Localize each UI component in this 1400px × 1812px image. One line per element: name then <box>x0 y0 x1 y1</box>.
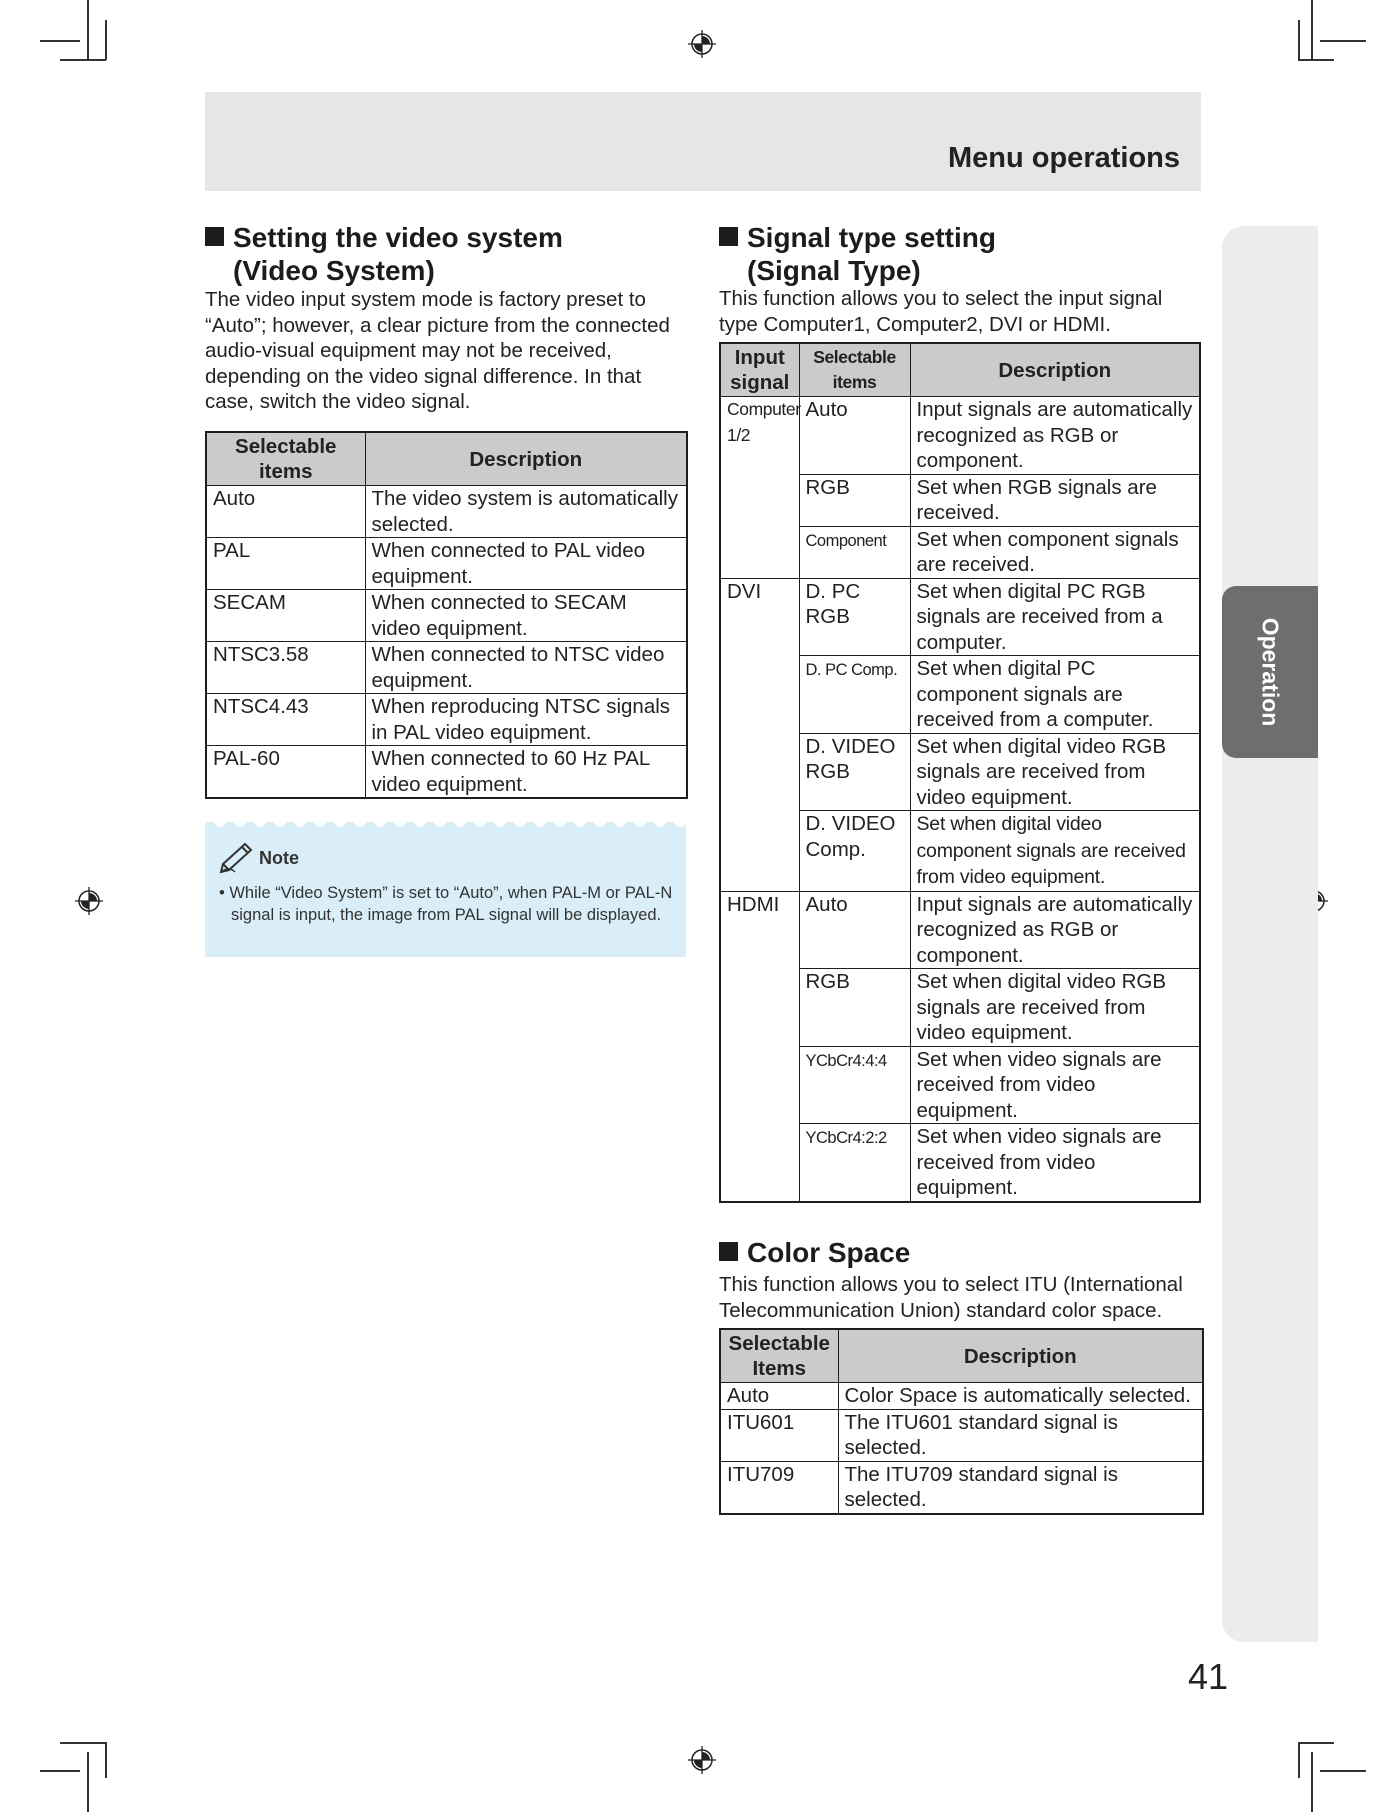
header-band <box>205 92 1201 191</box>
item-cell: RGB <box>799 474 910 526</box>
column-header: Description <box>838 1329 1203 1383</box>
table-row <box>720 1383 1203 1410</box>
description-cell: When reproducing NTSC signals in PAL video equipment. <box>365 694 687 746</box>
crop-mark <box>60 1742 106 1744</box>
page-title: Menu operations <box>947 142 1180 174</box>
column-header: Selectable Items <box>720 1329 838 1383</box>
item-cell: NTSC3.58 <box>206 642 365 694</box>
page-number: 41 <box>1188 1656 1229 1697</box>
description-cell: The video system is automatically selected. <box>365 486 687 538</box>
description-cell: When connected to NTSC video equipment. <box>365 642 687 694</box>
crop-mark <box>1298 59 1334 61</box>
note-text: • While “Video System” is set to “Auto”, when PAL-M or PAL-N signal is input, the image from PAL signal will be displayed. <box>219 884 673 924</box>
square-bullet-icon <box>205 227 224 246</box>
square-bullet-icon <box>719 227 738 246</box>
description-cell: When connected to PAL video equipment. <box>365 538 687 590</box>
signal-type-heading: Signal type setting (Signal Type) <box>719 221 996 287</box>
crop-mark <box>1320 1770 1366 1772</box>
item-cell: PAL <box>206 538 365 590</box>
crop-mark <box>1311 1752 1313 1812</box>
table-row <box>720 891 1200 969</box>
description-cell: Set when RGB signals are received. <box>910 474 1200 526</box>
item-cell: Component <box>799 526 910 578</box>
column-header: Selectable items <box>206 432 365 486</box>
crop-mark <box>60 59 106 61</box>
side-strip <box>1222 226 1318 1642</box>
crop-mark <box>40 40 80 42</box>
description-cell: Set when digital PC component signals are received from a computer. <box>910 656 1200 734</box>
table-row <box>206 642 687 694</box>
crop-mark <box>105 1742 107 1778</box>
item-cell: D. VIDEO RGB <box>799 733 910 811</box>
item-cell: PAL-60 <box>206 746 365 799</box>
registration-mark-icon <box>688 1746 716 1774</box>
table-row <box>720 1409 1203 1461</box>
item-cell: YCbCr4:2:2 <box>799 1124 910 1202</box>
square-bullet-icon <box>719 1242 738 1261</box>
item-cell: ITU709 <box>720 1461 838 1514</box>
item-cell: Auto <box>799 397 910 475</box>
signal-type-table <box>719 342 1201 1203</box>
table-row <box>720 578 1200 656</box>
description-cell: When connected to SECAM video equipment. <box>365 590 687 642</box>
color-space-intro: This function allows you to select ITU (International Telecommunication Union) standard color space. <box>719 1273 1183 1322</box>
input-signal-cell: HDMI <box>720 891 799 1202</box>
description-cell: Input signals are automatically recognized as RGB or component. <box>910 397 1200 475</box>
description-cell: Set when video signals are received from video equipment. <box>910 1124 1200 1202</box>
pencil-icon <box>219 842 257 874</box>
description-cell: The ITU709 standard signal is selected. <box>838 1461 1203 1514</box>
item-cell: D. VIDEO Comp. <box>799 811 910 892</box>
item-cell: RGB <box>799 969 910 1047</box>
table-header-row <box>206 432 687 486</box>
column-header: Description <box>365 432 687 486</box>
item-cell: D. PC RGB <box>799 578 910 656</box>
video-system-intro: The video input system mode is factory preset to “Auto”; however, a clear picture from the connected audio-visual equipment may not be received, depending on the video signal difference. In that case, switch the video signal. <box>205 288 670 413</box>
description-cell: Set when video signals are received from video equipment. <box>910 1046 1200 1124</box>
description-cell: Set when digital video RGB signals are received from video equipment. <box>910 969 1200 1047</box>
table-header-row <box>720 1329 1203 1383</box>
item-cell: Auto <box>799 891 910 969</box>
column-header: Description <box>910 343 1200 397</box>
table-row <box>206 746 687 799</box>
crop-mark <box>40 1770 80 1772</box>
table-header-row <box>720 343 1200 397</box>
description-cell: Input signals are automatically recognized as RGB or component. <box>910 891 1200 969</box>
color-space-table <box>719 1328 1204 1515</box>
description-cell: When connected to 60 Hz PAL video equipment. <box>365 746 687 799</box>
registration-mark-icon <box>75 887 103 915</box>
item-cell: Auto <box>720 1383 838 1410</box>
crop-mark <box>1320 40 1366 42</box>
input-signal-cell: Computer 1/2 <box>720 397 799 579</box>
table-row <box>206 694 687 746</box>
crop-mark <box>87 1752 89 1812</box>
video-system-table <box>205 431 688 799</box>
crop-mark <box>1298 20 1300 60</box>
crop-mark <box>1298 1742 1300 1778</box>
table-row <box>206 538 687 590</box>
table-row <box>206 486 687 538</box>
description-cell: Set when component signals are received. <box>910 526 1200 578</box>
signal-type-intro: This function allows you to select the input signal type Computer1, Computer2, DVI or HDMI. <box>719 287 1163 336</box>
color-space-heading: Color Space <box>719 1236 910 1269</box>
note-box <box>205 822 686 957</box>
note-heading: Note <box>219 842 299 874</box>
crop-mark <box>1298 1742 1334 1744</box>
description-cell: Set when digital video RGB signals are received from video equipment. <box>910 733 1200 811</box>
description-cell: Color Space is automatically selected. <box>838 1383 1203 1410</box>
crop-mark <box>105 20 107 60</box>
item-cell: YCbCr4:4:4 <box>799 1046 910 1124</box>
item-cell: NTSC4.43 <box>206 694 365 746</box>
section-tab-operation <box>1222 586 1318 758</box>
note-wave-border <box>205 818 686 830</box>
crop-mark <box>87 0 89 60</box>
video-system-heading: Setting the video system (Video System) <box>205 221 563 287</box>
section-tab-label: Operation <box>1257 617 1284 727</box>
input-signal-cell: DVI <box>720 578 799 891</box>
table-row <box>206 590 687 642</box>
description-cell: The ITU601 standard signal is selected. <box>838 1409 1203 1461</box>
description-cell: Set when digital PC RGB signals are received from a computer. <box>910 578 1200 656</box>
item-cell: ITU601 <box>720 1409 838 1461</box>
table-row <box>720 1461 1203 1514</box>
item-cell: SECAM <box>206 590 365 642</box>
item-cell: D. PC Comp. <box>799 656 910 734</box>
item-cell: Auto <box>206 486 365 538</box>
column-header: Input signal <box>720 343 799 397</box>
crop-mark <box>1311 0 1313 60</box>
description-cell: Set when digital video component signals are received from video equipment. <box>910 811 1200 892</box>
registration-mark-icon <box>688 30 716 58</box>
table-row <box>720 397 1200 475</box>
column-header: Selectable items <box>799 343 910 397</box>
